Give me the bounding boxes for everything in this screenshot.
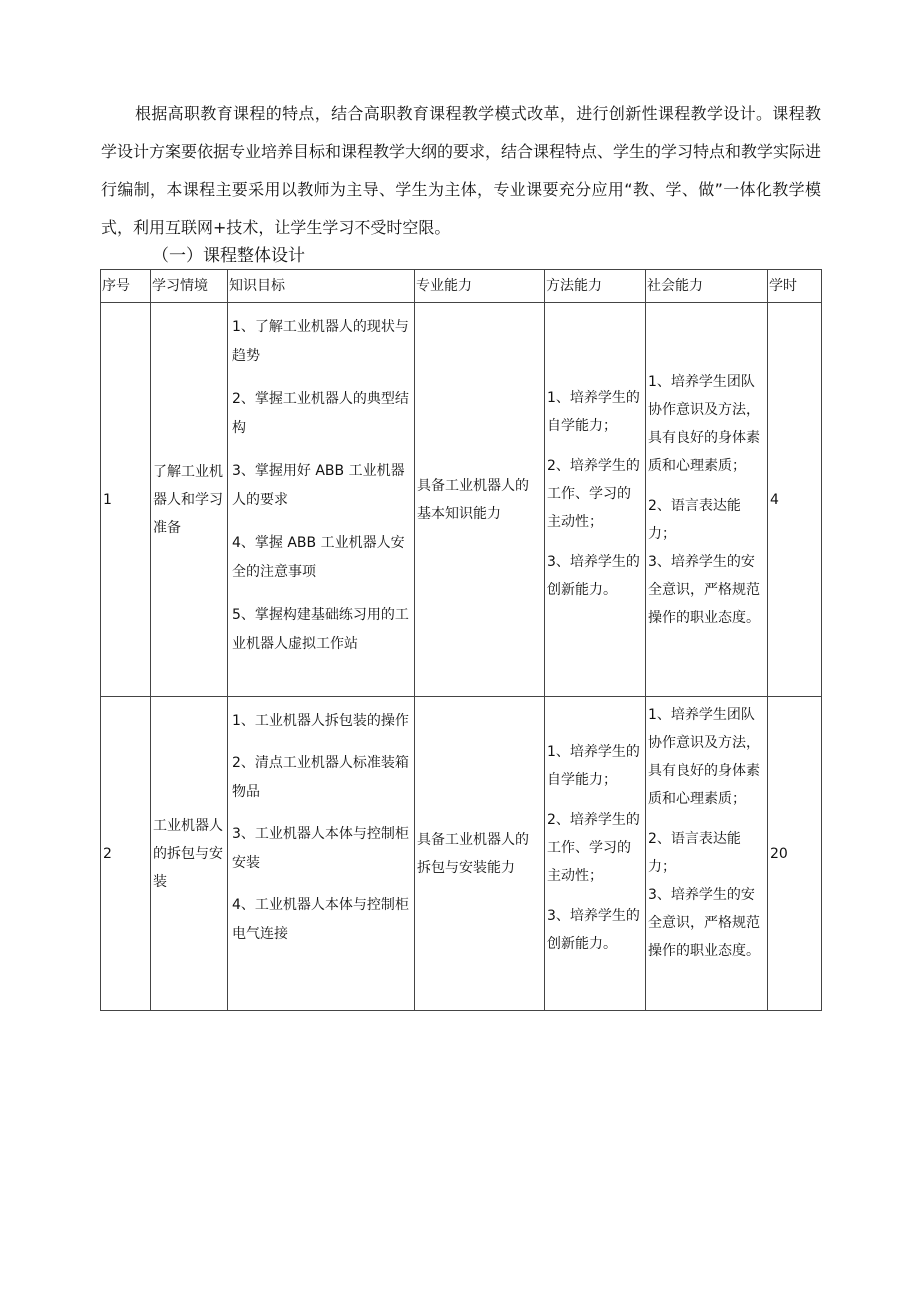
method-item: 3、培养学生的创新能力。 <box>547 553 640 598</box>
method-item: 2、培养学生的工作、学习的主动性； <box>547 811 640 884</box>
table-row <box>101 303 822 697</box>
knowledge-item: 5、掌握构建基础练习用的工业机器人虚拟工作站 <box>232 607 409 652</box>
knowledge-item: 1、工业机器人拆包装的操作 <box>232 713 409 729</box>
knowledge-goals <box>228 697 415 1011</box>
social-item: 2、语言表达能力； <box>648 497 741 542</box>
knowledge-goals <box>228 303 415 697</box>
knowledge-item: 2、清点工业机器人标准装箱物品 <box>232 755 409 800</box>
header-knowledge: 知识目标 <box>228 270 415 303</box>
learning-situation: 了解工业机器人和学习准备 <box>151 303 228 697</box>
professional-ability: 具备工业机器人的基本知识能力 <box>415 303 545 697</box>
course-design-table <box>100 269 822 1011</box>
header-hours: 学时 <box>768 270 822 303</box>
hours: 4 <box>768 303 822 697</box>
learning-situation: 工业机器人的拆包与安装 <box>151 697 228 1011</box>
header-social: 社会能力 <box>646 270 768 303</box>
knowledge-item: 4、掌握 ABB 工业机器人安全的注意事项 <box>232 535 405 580</box>
section-title: （一）课程整体设计 <box>152 246 305 266</box>
table-header-row <box>101 270 822 303</box>
social-item: 1、培养学生团队协作意识及方法，具有良好的身体素质和心理素质； <box>648 373 760 474</box>
header-professional: 专业能力 <box>415 270 545 303</box>
social-ability <box>646 697 768 1011</box>
header-method: 方法能力 <box>545 270 646 303</box>
method-ability <box>545 303 646 697</box>
knowledge-item: 1、了解工业机器人的现状与趋势 <box>232 319 409 364</box>
header-situation: 学习情境 <box>151 270 228 303</box>
social-item: 1、培养学生团队协作意识及方法，具有良好的身体素质和心理素质； <box>648 707 760 807</box>
social-item: 3、培养学生的安全意识，严格规范操作的职业态度。 <box>648 887 760 959</box>
knowledge-item: 3、工业机器人本体与控制柜安装 <box>232 826 409 871</box>
method-item: 1、培养学生的自学能力； <box>547 389 640 434</box>
method-item: 3、培养学生的创新能力。 <box>547 907 640 952</box>
table-row <box>101 697 822 1011</box>
row-number: 2 <box>101 697 151 1011</box>
knowledge-item: 3、掌握用好 ABB 工业机器人的要求 <box>232 463 405 508</box>
intro-paragraph: 根据高职教育课程的特点，结合高职教育课程教学模式改革，进行创新性课程教学设计。课程教学设计方案要依据专业培养目标和课程教学大纲的要求，结合课程特点、学生的学习特点和教学实际进行编制，本课程主要采用以教师为主导、学生为主体，专业课要充分应用“教、学、做”一体化教学模式，利用互联网+技术，让学生学习不受时空限。 <box>101 104 822 237</box>
knowledge-item: 2、掌握工业机器人的典型结构 <box>232 391 409 436</box>
professional-ability: 具备工业机器人的拆包与安装能力 <box>415 697 545 1011</box>
method-ability <box>545 697 646 1011</box>
social-item: 2、语言表达能力； <box>648 831 741 875</box>
social-ability <box>646 303 768 697</box>
method-item: 1、培养学生的自学能力； <box>547 743 640 788</box>
header-no: 序号 <box>101 270 151 303</box>
knowledge-item: 4、工业机器人本体与控制柜电气连接 <box>232 897 409 942</box>
row-number: 1 <box>101 303 151 697</box>
hours: 20 <box>768 697 822 1011</box>
method-item: 2、培养学生的工作、学习的主动性； <box>547 457 640 530</box>
social-item: 3、培养学生的安全意识，严格规范操作的职业态度。 <box>648 553 760 626</box>
